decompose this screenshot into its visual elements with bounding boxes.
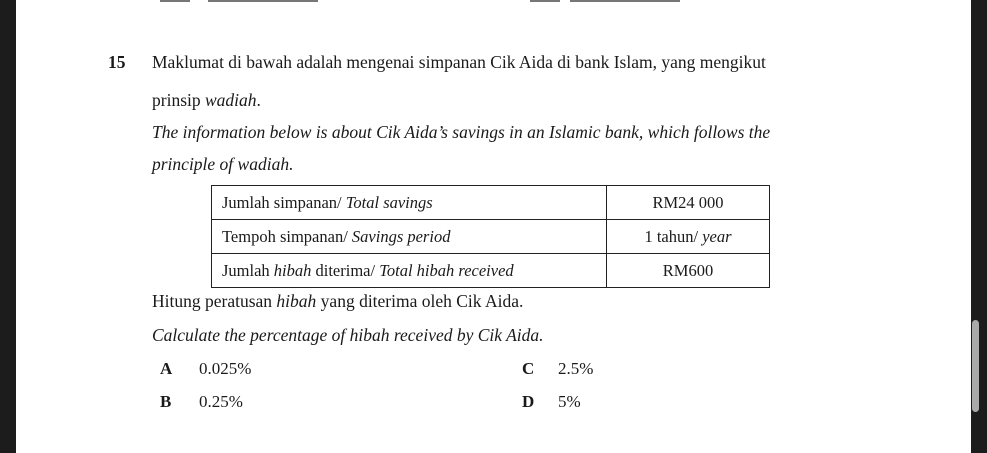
option-a-value[interactable]: 0.025% (199, 359, 252, 378)
value-text: 1 tahun/ (644, 226, 703, 246)
cropped-top-line (160, 0, 860, 3)
label-italic-text: Total hibah received (379, 260, 514, 280)
savings-table (211, 185, 770, 288)
table-cell-label (212, 220, 607, 254)
question-number: 15 (108, 52, 126, 72)
prompt-malay (152, 291, 523, 312)
question-malay-line2-pre: prinsip (152, 90, 205, 110)
value-italic-text: year (702, 226, 732, 246)
question-english-line2: principle of wadiah. (152, 154, 294, 174)
prompt-malay-pre: Hitung peratusan (152, 291, 277, 311)
table-cell-value (607, 186, 770, 220)
option-a-letter[interactable]: A (160, 359, 173, 378)
prompt-english: Calculate the percentage of hibah received by Cik Aida. (152, 325, 544, 345)
option-c-letter[interactable]: C (522, 359, 535, 378)
prompt-malay-italic: hibah (276, 291, 317, 311)
option-c-value[interactable]: 2.5% (558, 359, 594, 378)
option-d-letter[interactable]: D (522, 392, 535, 411)
table-row (212, 220, 770, 254)
label-text: Tempoh simpanan/ (222, 226, 352, 246)
label-italic-text: Savings period (351, 226, 451, 246)
option-d-value[interactable]: 5% (558, 392, 581, 411)
option-b-value[interactable]: 0.25% (199, 392, 243, 411)
table-cell-label (212, 254, 607, 288)
table-row (212, 186, 770, 220)
table-row (212, 254, 770, 288)
question-malay-line2 (152, 90, 261, 111)
table-cell-label (212, 186, 607, 220)
vertical-scrollbar[interactable] (972, 320, 979, 412)
label-mid-text: diterima/ (311, 260, 380, 280)
question-malay-line2-italic: wadiah (205, 90, 257, 110)
option-b-letter[interactable]: B (160, 392, 172, 411)
question-malay-line2-post: . (256, 90, 261, 110)
value-text: RM600 (662, 260, 714, 280)
question-malay-line1: Maklumat di bawah adalah mengenai simpanan Cik Aida di bank Islam, yang mengikut (152, 52, 766, 72)
table-cell-value (607, 220, 770, 254)
prompt-malay-post: yang diterima oleh Cik Aida. (316, 291, 524, 311)
table-cell-value (607, 254, 770, 288)
left-edge (0, 0, 16, 453)
label-text: Jumlah simpanan/ (222, 192, 346, 212)
question-english-line1: The information below is about Cik Aida’s savings in an Islamic bank, which follows the (152, 122, 771, 142)
label-text: Jumlah (222, 260, 274, 280)
label-italic-hibah: hibah (273, 260, 312, 280)
label-italic-text: Total savings (345, 192, 433, 212)
value-text: RM24 000 (652, 192, 724, 212)
